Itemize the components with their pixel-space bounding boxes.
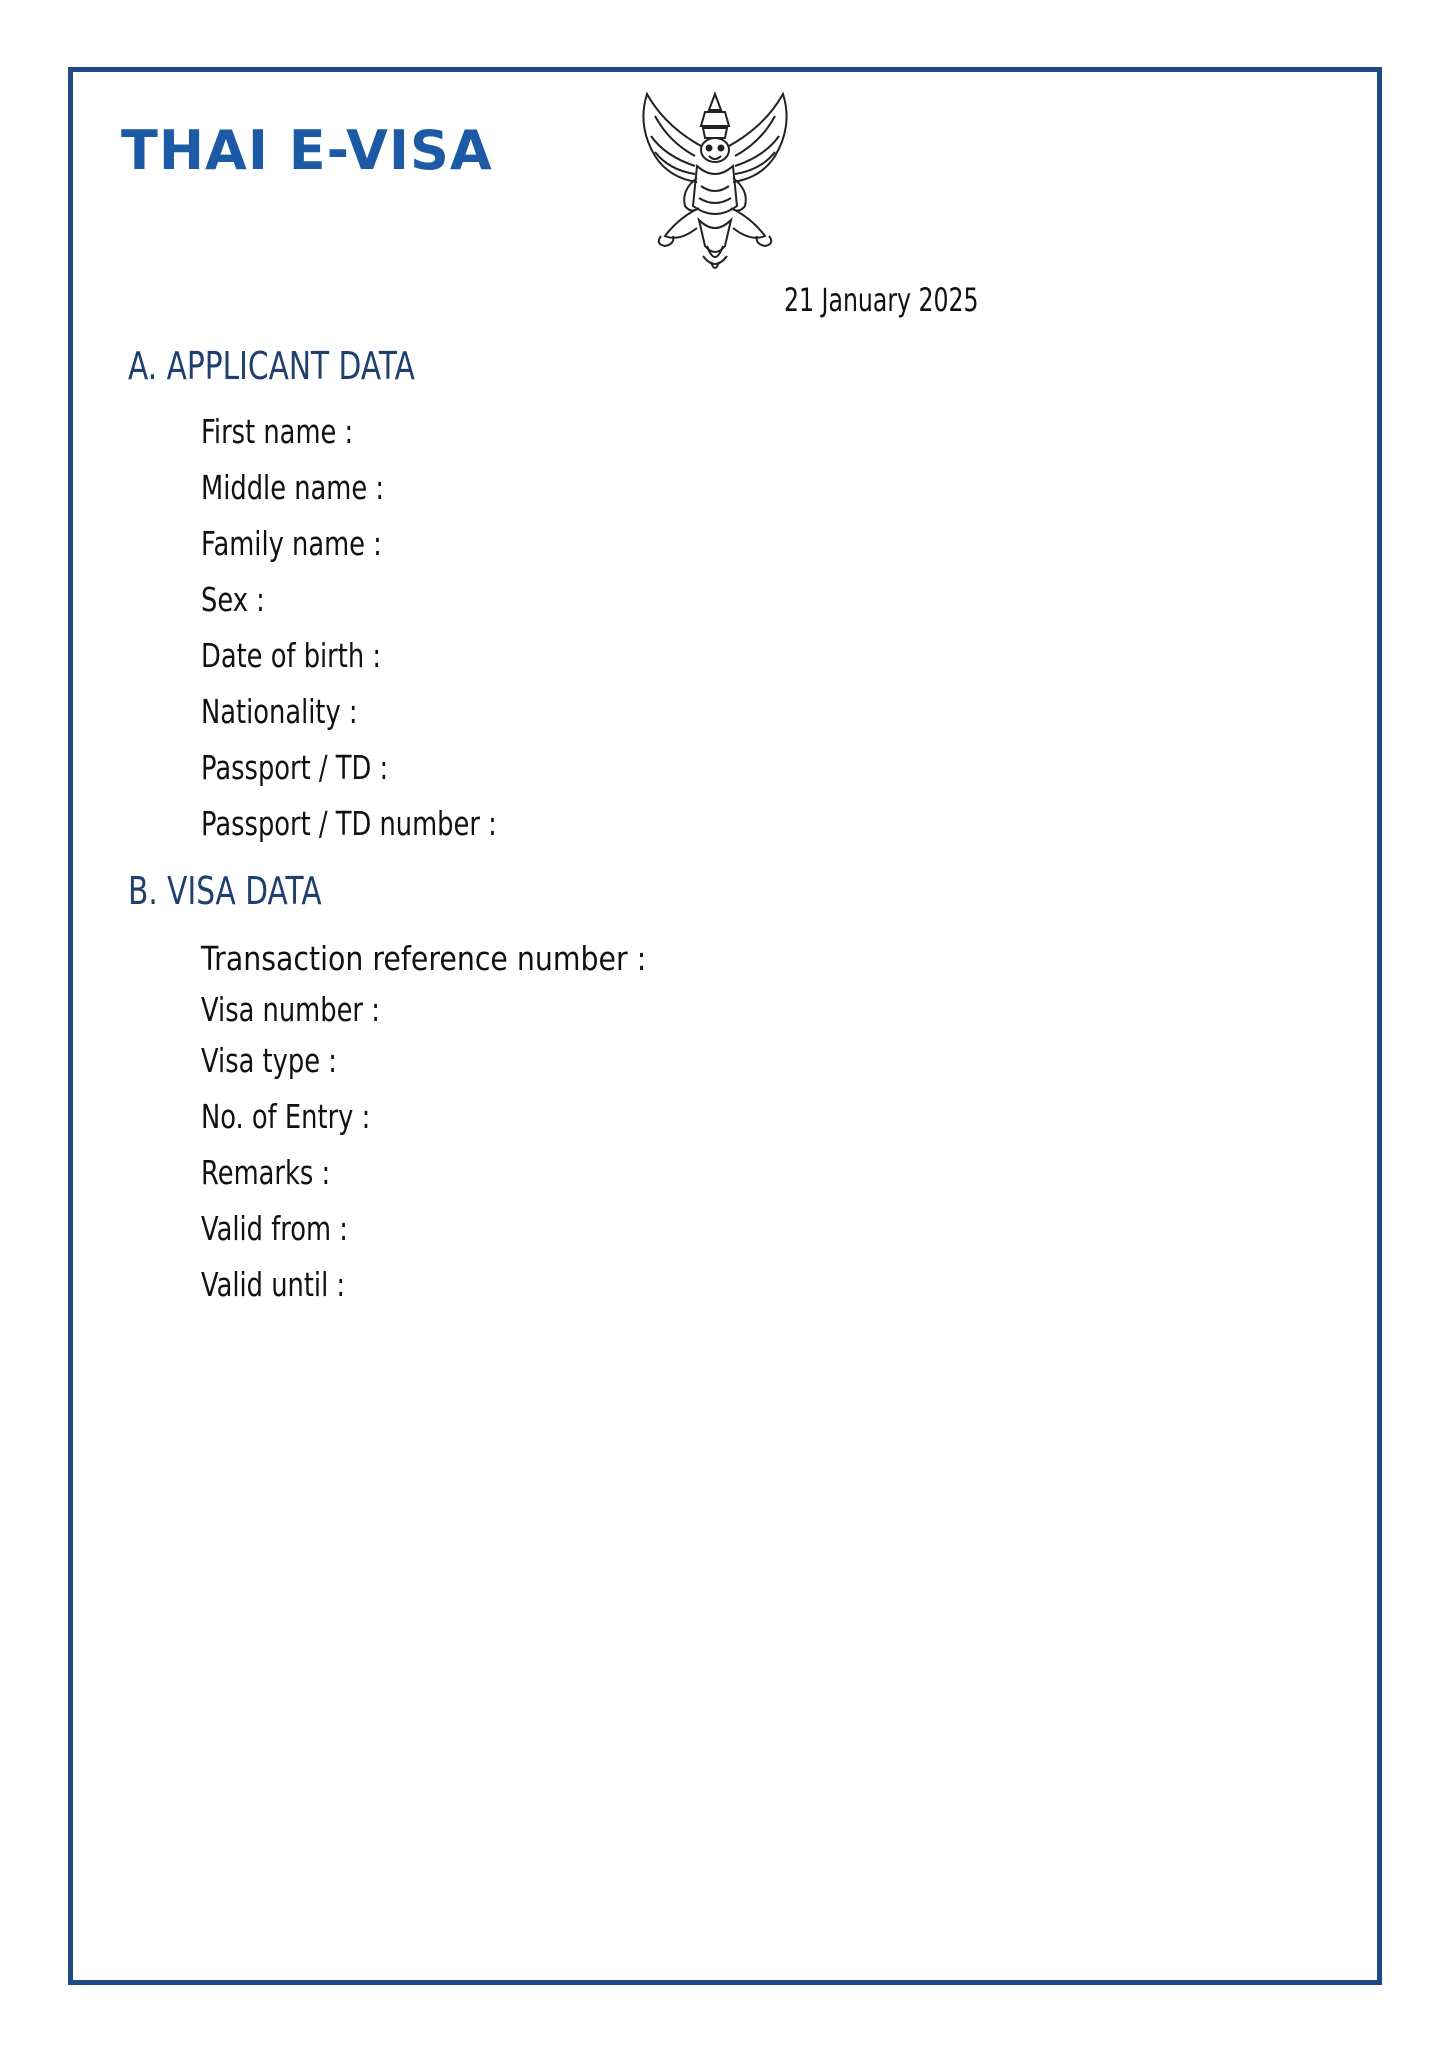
visa-data-heading: B. VISA DATA	[128, 869, 322, 913]
garuda-emblem-icon	[625, 86, 805, 276]
document-date: 21 January 2025	[784, 281, 979, 319]
nationality-label: Nationality :	[201, 692, 358, 731]
transaction-reference-number-label: Transaction reference number :	[201, 939, 647, 978]
valid-until-label: Valid until :	[201, 1265, 346, 1304]
middle-name-label: Middle name :	[201, 468, 385, 507]
passport-td-label: Passport / TD :	[201, 748, 389, 787]
valid-from-label: Valid from :	[201, 1209, 348, 1248]
brand-title: THAI E-VISA	[121, 119, 493, 182]
applicant-data-heading: A. APPLICANT DATA	[128, 344, 415, 388]
visa-type-label: Visa type :	[201, 1041, 337, 1080]
passport-td-number-label: Passport / TD number :	[201, 804, 497, 843]
sex-label: Sex :	[201, 580, 265, 619]
date-of-birth-label: Date of birth :	[201, 636, 382, 675]
visa-number-label: Visa number :	[201, 990, 380, 1029]
no-of-entry-label: No. of Entry :	[201, 1097, 371, 1136]
family-name-label: Family name :	[201, 524, 382, 563]
first-name-label: First name :	[201, 412, 354, 451]
remarks-label: Remarks :	[201, 1153, 331, 1192]
